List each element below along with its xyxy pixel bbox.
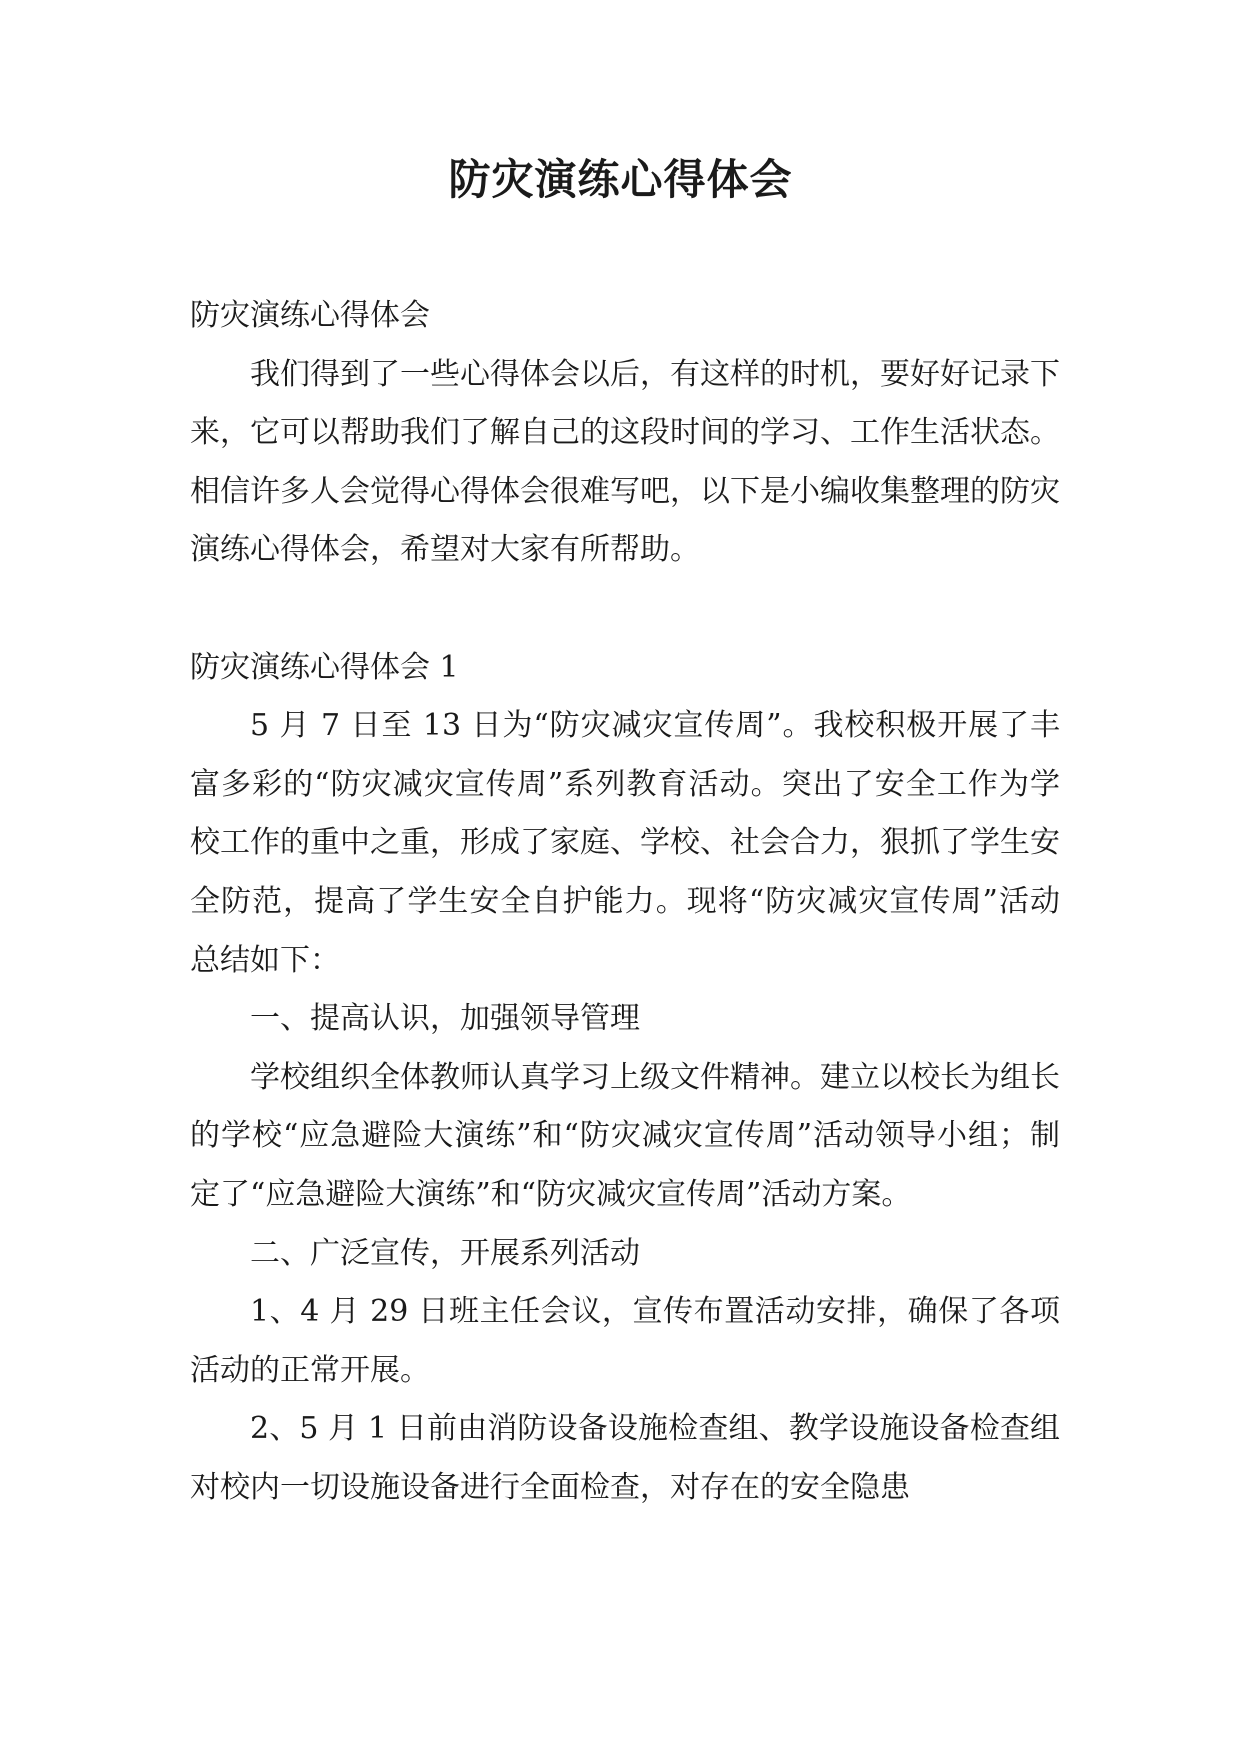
intro-paragraph: 我们得到了一些心得体会以后，有这样的时机，要好好记录下来，它可以帮助我们了解自己的这段时间的学习、工作生活状态。相信许多人会觉得心得体会很难写吧，以下是小编收集整理的防灾演练心得体会，希望对大家有所帮助。 bbox=[190, 356, 1060, 568]
intro-heading: 防灾演练心得体会 bbox=[190, 298, 430, 333]
paragraph-gap bbox=[190, 580, 1060, 639]
subheading-2: 二、广泛宣传，开展系列活动 bbox=[250, 1235, 640, 1271]
section-heading-1: 防灾演练心得体会 1 bbox=[190, 649, 459, 685]
subheading-1: 一、提高认识，加强领导管理 bbox=[250, 1001, 640, 1037]
document-body bbox=[190, 287, 1060, 1517]
section-1-paragraph: 5 月 7 日至 13 日为“防灾减灾宣传周”。我校积极开展了丰富多彩的“防灾减灾宣传周”系列教育活动。突出了安全工作为学校工作的重中之重，形成了家庭、学校、社会合力，狠抓了学生安全防范，提高了学生安全自护能力。现将“防灾减灾宣传周”活动总结如下： bbox=[190, 708, 1060, 978]
subheading-1-paragraph: 学校组织全体教师认真学习上级文件精神。建立以校长为组长的学校“应急避险大演练”和“防灾减灾宣传周”活动领导小组；制定了“应急避险大演练”和“防灾减灾宣传周”活动方案。 bbox=[190, 1059, 1060, 1212]
list-item-2: 2、5 月 1 日前由消防设备设施检查组、教学设施设备检查组对校内一切设施设备进行全面检查，对存在的安全隐患 bbox=[190, 1411, 1060, 1505]
document-title: 防灾演练心得体会 bbox=[448, 155, 793, 204]
list-item-1: 1、4 月 29 日班主任会议，宣传布置活动安排，确保了各项活动的正常开展。 bbox=[190, 1294, 1060, 1388]
